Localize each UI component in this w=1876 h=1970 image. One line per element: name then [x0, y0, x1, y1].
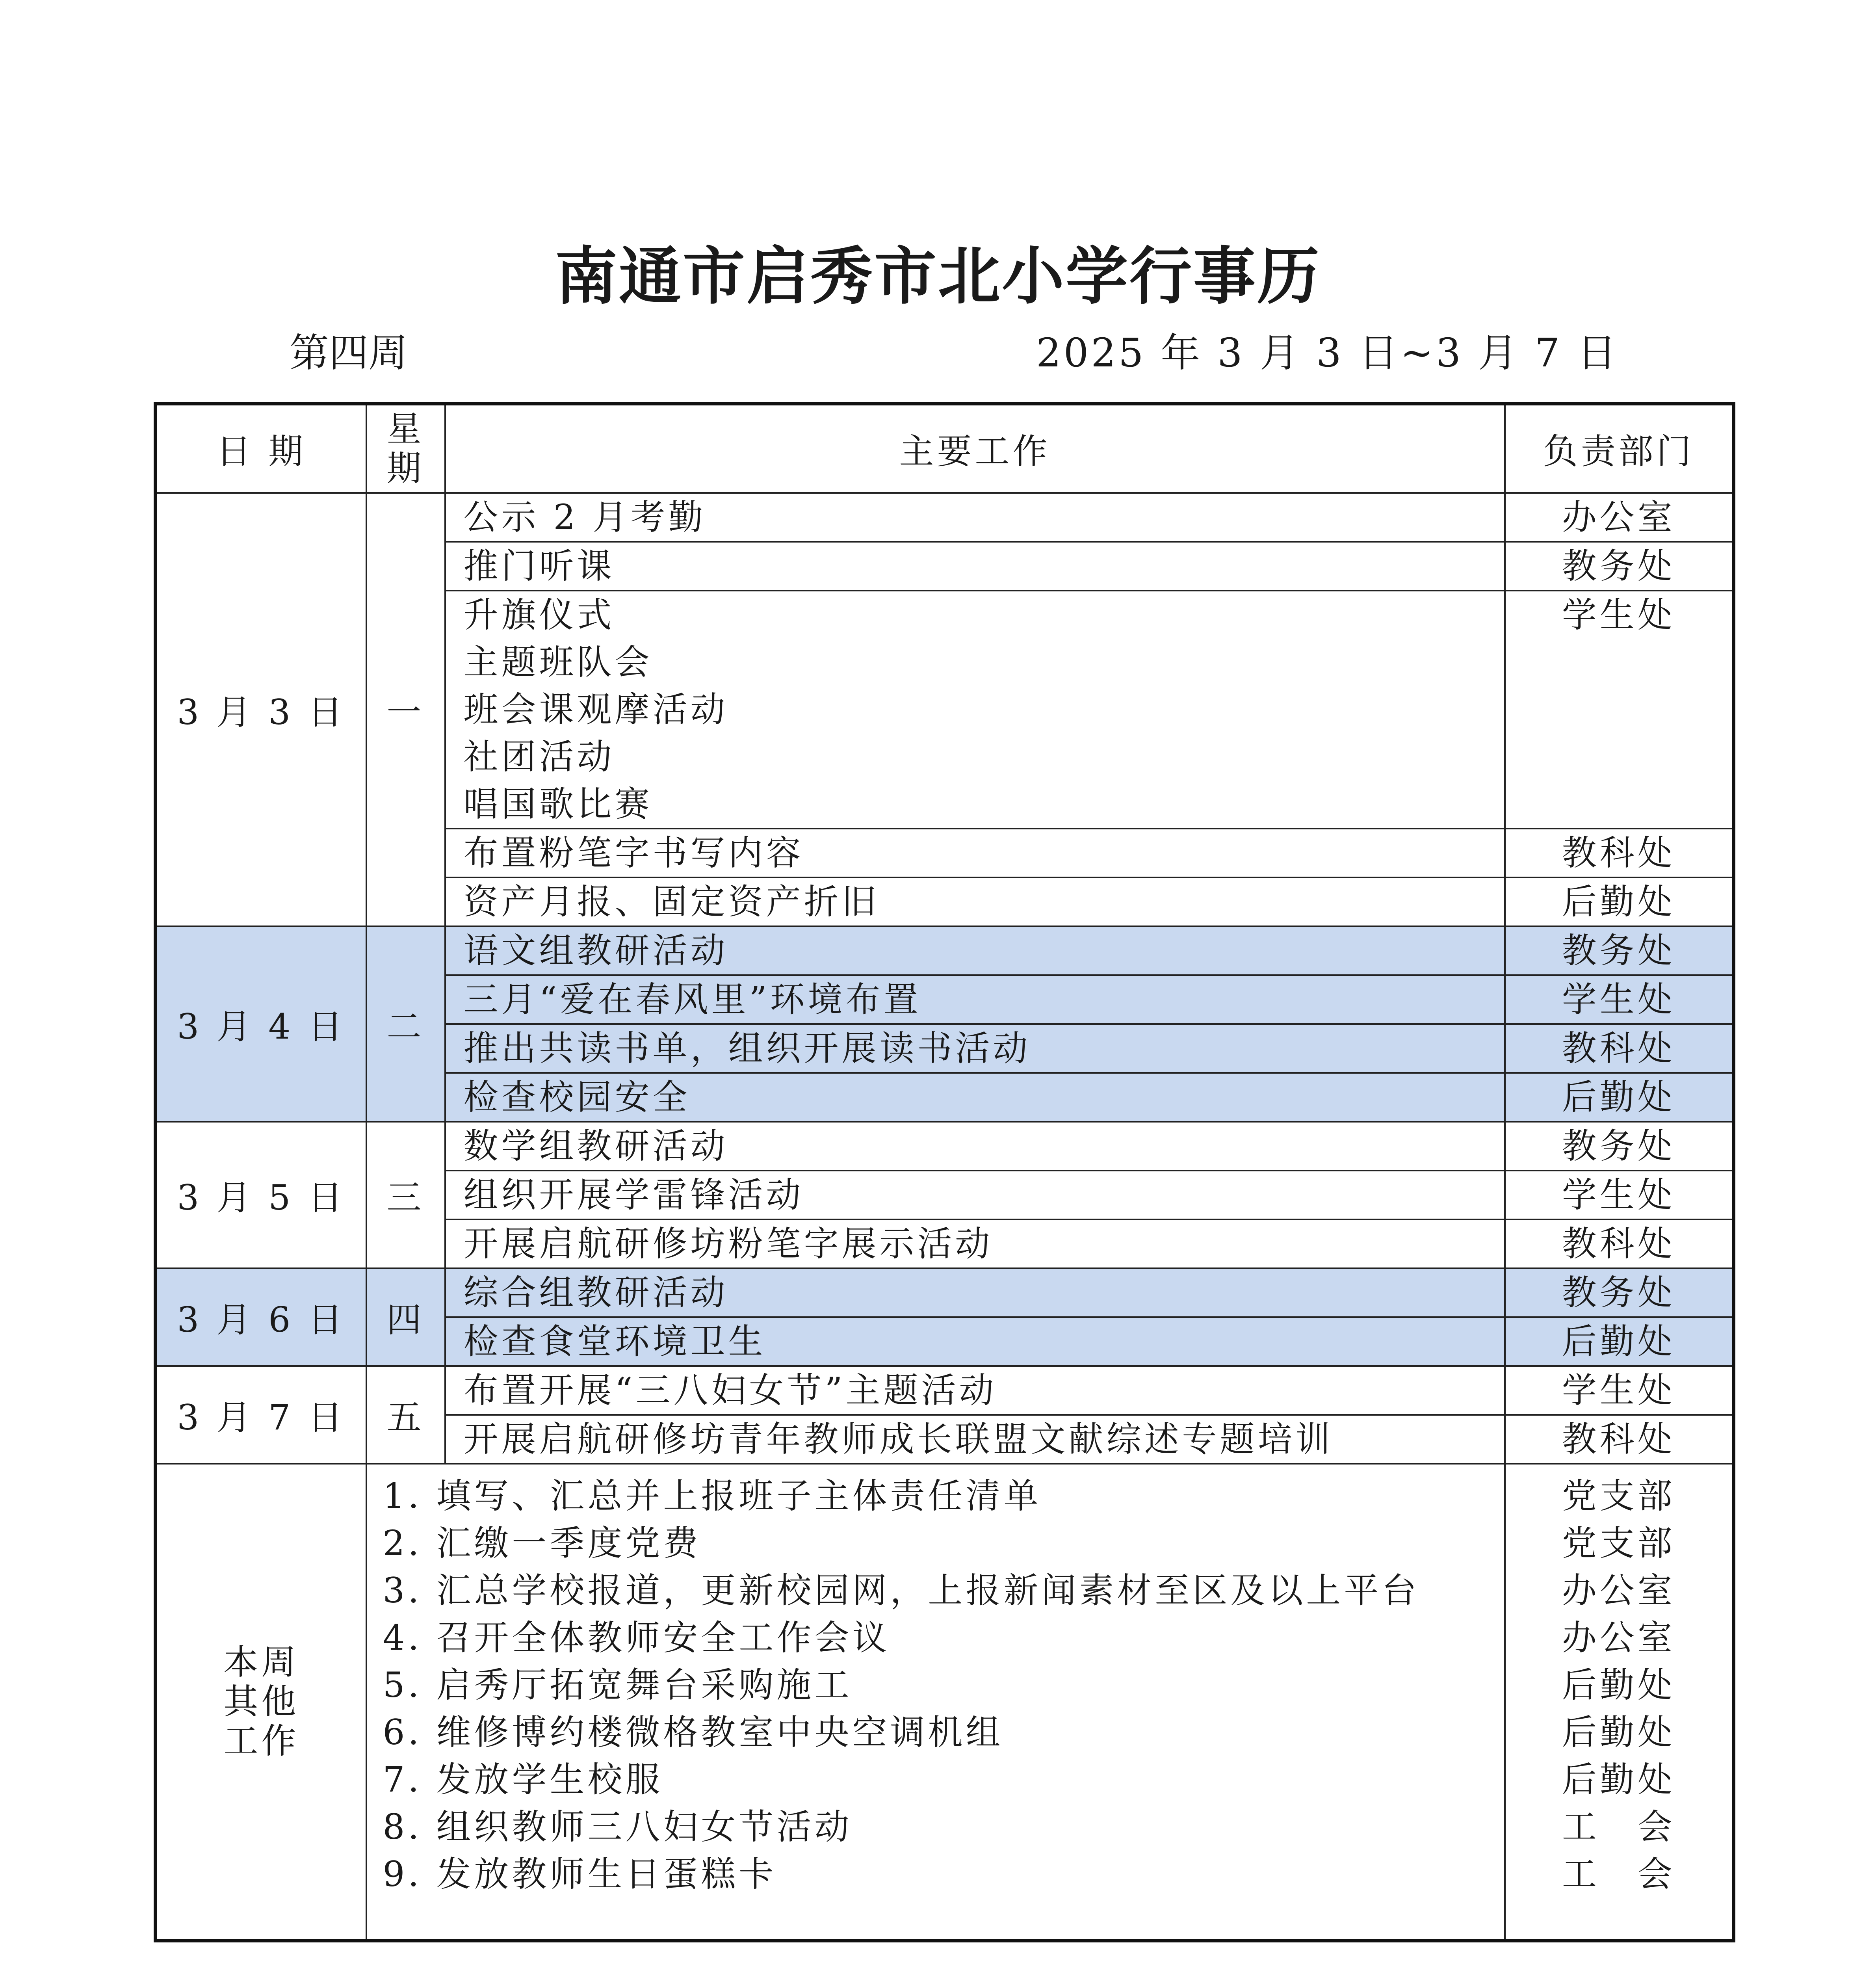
dept-cell [1505, 1122, 1734, 1171]
other-work-dept: 党支部 [1562, 1476, 1675, 1516]
work-line: 布置粉笔字书写内容 [463, 833, 804, 873]
work-item [445, 493, 1505, 542]
page-title: 南通市启秀市北小学行事历 [555, 240, 1321, 313]
work-line: 唱国歌比赛 [463, 784, 653, 824]
other-work-item: 8. 组织教师三八妇女节活动 [383, 1806, 853, 1847]
day-date: 3 月 6 日 [156, 1268, 366, 1366]
work-line: 检查校园安全 [463, 1077, 691, 1117]
dept-cell [1505, 493, 1734, 542]
dept-cell [1505, 591, 1734, 829]
dept-cell [1505, 926, 1734, 975]
other-work-label: 本周 其他 工作 [156, 1464, 366, 1940]
week-label: 第四周 [290, 330, 408, 376]
work-item [445, 1317, 1505, 1366]
day-row [156, 1268, 1734, 1317]
schedule-body [156, 404, 1734, 1941]
work-line: 公示 2 月考勤 [463, 497, 706, 537]
day-row [156, 1122, 1734, 1171]
dept-cell [1505, 1366, 1734, 1415]
other-work-dept: 办公室 [1562, 1617, 1675, 1658]
work-item [445, 1073, 1505, 1122]
work-line: 主题班队会 [463, 642, 653, 682]
work-line: 推门听课 [463, 546, 615, 586]
work-line: 组织开展学雷锋活动 [463, 1175, 804, 1215]
header-weekday: 星 期 [366, 404, 445, 493]
dept-name: 学生处 [1562, 1175, 1675, 1215]
other-work-list [366, 1464, 1505, 1940]
work-line: 布置开展“三八妇女节”主题活动 [463, 1370, 997, 1411]
other-work-dept: 后勤处 [1562, 1712, 1675, 1753]
work-item [445, 1122, 1505, 1171]
other-work-item: 6. 维修博约楼微格教室中央空调机组 [383, 1712, 1004, 1753]
other-work-row [156, 1464, 1734, 1940]
dept-name: 教科处 [1562, 1028, 1675, 1069]
day-row [156, 493, 1734, 542]
other-work-dept: 工 会 [1562, 1806, 1675, 1847]
day-weekday: 四 [366, 1268, 445, 1366]
header-dept: 负责部门 [1505, 404, 1734, 493]
work-item [445, 1366, 1505, 1415]
dept-name: 学生处 [1562, 595, 1675, 635]
other-work-item: 5. 启秀厅拓宽舞台采购施工 [383, 1665, 853, 1705]
dept-cell [1505, 829, 1734, 877]
dept-name: 教务处 [1562, 930, 1675, 971]
footer-office [1072, 1964, 1573, 1970]
other-work-dept: 后勤处 [1562, 1665, 1675, 1705]
work-line: 升旗仪式 [463, 595, 615, 635]
header-work: 主要工作 [445, 404, 1505, 493]
header-row [156, 404, 1734, 493]
work-line: 语文组教研活动 [463, 930, 728, 971]
dept-name: 教科处 [1562, 833, 1675, 873]
other-work-item: 2. 汇缴一季度党费 [383, 1523, 701, 1563]
dept-name: 学生处 [1562, 979, 1675, 1020]
day-weekday: 三 [366, 1122, 445, 1268]
work-line: 检查食堂环境卫生 [463, 1321, 766, 1362]
day-weekday: 五 [366, 1366, 445, 1464]
other-work-dept: 党支部 [1562, 1523, 1675, 1563]
work-item [445, 1024, 1505, 1073]
day-date: 3 月 3 日 [156, 493, 366, 926]
other-work-dept: 后勤处 [1562, 1759, 1675, 1800]
day-row [156, 1366, 1734, 1415]
dept-name: 后勤处 [1562, 1321, 1675, 1362]
day-date: 3 月 4 日 [156, 926, 366, 1122]
schedule-table [154, 402, 1735, 1942]
dept-cell [1505, 975, 1734, 1024]
work-item [445, 1268, 1505, 1317]
work-item [445, 1171, 1505, 1219]
dept-cell [1505, 1073, 1734, 1122]
day-weekday: 二 [366, 926, 445, 1122]
day-row [156, 926, 1734, 975]
other-work-dept: 工 会 [1562, 1854, 1675, 1894]
day-date: 3 月 7 日 [156, 1366, 366, 1464]
work-line: 开展启航研修坊粉笔字展示活动 [463, 1223, 993, 1264]
work-item [445, 877, 1505, 926]
work-item [445, 542, 1505, 591]
dept-name: 教务处 [1562, 1126, 1675, 1166]
dept-cell [1505, 1415, 1734, 1464]
dept-cell [1505, 1024, 1734, 1073]
work-item [445, 591, 1505, 829]
day-date: 3 月 5 日 [156, 1122, 366, 1268]
dept-name: 办公室 [1562, 497, 1675, 537]
other-work-item: 4. 召开全体教师安全工作会议 [383, 1617, 890, 1658]
dept-cell [1505, 1268, 1734, 1317]
dept-name: 教务处 [1562, 546, 1675, 586]
dept-name: 后勤处 [1562, 1077, 1675, 1117]
dept-cell [1505, 1171, 1734, 1219]
dept-cell [1505, 542, 1734, 591]
other-work-item: 7. 发放学生校服 [383, 1759, 663, 1800]
dept-name: 后勤处 [1562, 881, 1675, 922]
work-line: 开展启航研修坊青年教师成长联盟文献综述专题培训 [463, 1419, 1334, 1459]
other-work-item: 1. 填写、汇总并上报班子主体责任清单 [383, 1476, 1042, 1516]
dept-name: 教务处 [1562, 1272, 1675, 1313]
work-line: 综合组教研活动 [463, 1272, 728, 1313]
header-date: 日 期 [156, 404, 366, 493]
dept-cell [1505, 877, 1734, 926]
work-item [445, 926, 1505, 975]
dept-cell [1505, 1219, 1734, 1268]
work-item [445, 829, 1505, 877]
work-line: 班会课观摩活动 [463, 689, 728, 730]
work-item [445, 1415, 1505, 1464]
other-work-depts [1505, 1464, 1734, 1940]
dept-cell [1505, 1317, 1734, 1366]
work-line: 社团活动 [463, 736, 615, 777]
date-range: 2025 年 3 月 3 日~3 月 7 日 [1036, 330, 1619, 376]
work-line: 推出共读书单，组织开展读书活动 [463, 1028, 1031, 1069]
dept-name: 学生处 [1562, 1370, 1675, 1411]
other-work-dept: 办公室 [1562, 1570, 1675, 1611]
work-line: 三月“爱在春风里”环境布置 [463, 979, 921, 1020]
work-line: 资产月报、固定资产折旧 [463, 881, 880, 922]
work-item [445, 1219, 1505, 1268]
work-item [445, 975, 1505, 1024]
dept-name: 教科处 [1562, 1223, 1675, 1264]
day-weekday: 一 [366, 493, 445, 926]
dept-name: 教科处 [1562, 1419, 1675, 1459]
other-work-item: 3. 汇总学校报道，更新校园网，上报新闻素材至区及以上平台 [383, 1570, 1420, 1611]
other-work-item: 9. 发放教师生日蛋糕卡 [383, 1854, 777, 1894]
work-line: 数学组教研活动 [463, 1126, 728, 1166]
